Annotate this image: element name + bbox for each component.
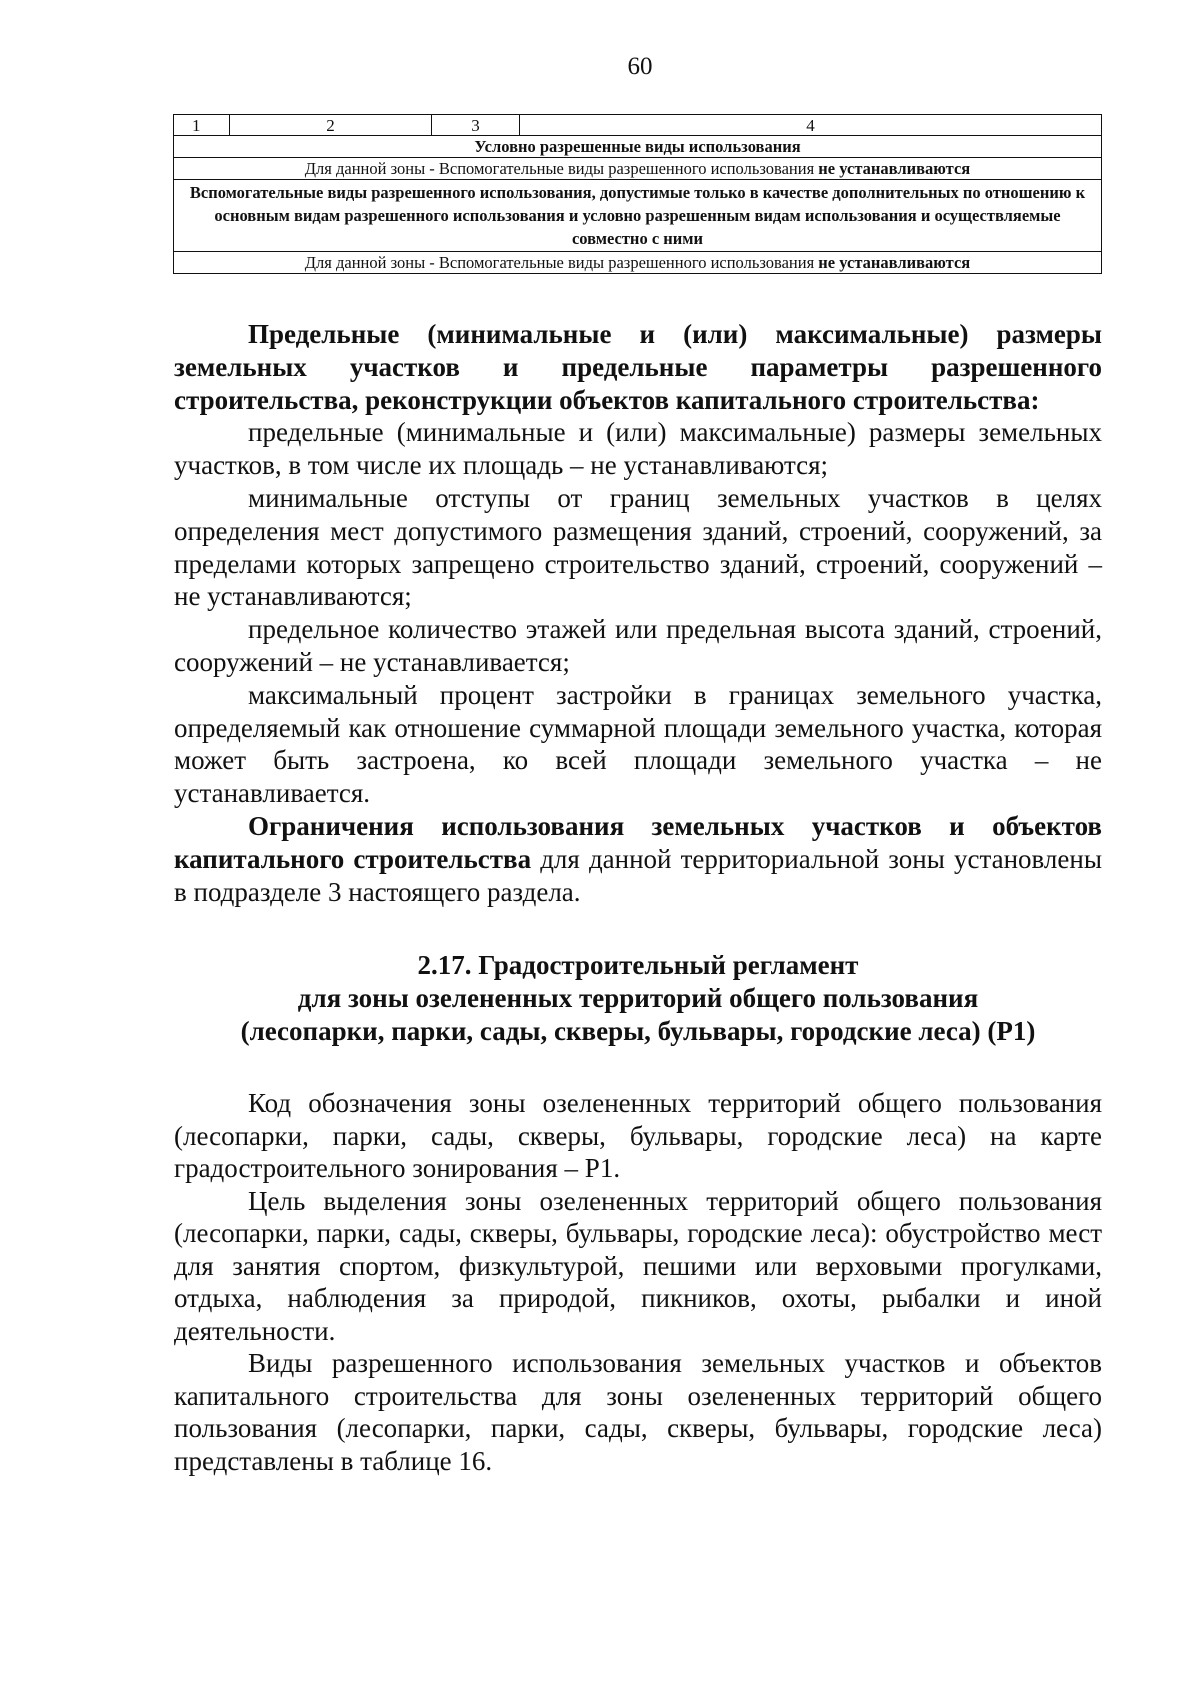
limits-item: предельное количество этажей или предельная высота зданий, строений, сооружений – не устанавливается; (174, 614, 1102, 677)
usage-table (173, 114, 1102, 274)
note-text: Для данной зоны - Вспомогательные виды разрешенного использования (304, 159, 819, 178)
note-text: Для данной зоны - Вспомогательные виды разрешенного использования (304, 253, 819, 272)
conditional-uses-title: Условно разрешенные виды использования (174, 136, 1102, 158)
note-emphasis: не устанавливаются (818, 253, 971, 272)
auxiliary-uses-title: Вспомогательные виды разрешенного использования, допустимые только в качестве дополнительных по отношению к основным видам разрешенного использования и условно разрешенным видам использования и осуществляемые совместно с ними (174, 180, 1102, 252)
table-row (174, 180, 1102, 252)
limits-item: предельные (минимальные и (или) максимальные) размеры земельных участков, в том числе их площадь – не устанавливаются; (174, 417, 1102, 481)
table-header-cell: 2 (230, 115, 432, 136)
section-title-line: (лесопарки, парки, сады, скверы, бульвары, городские леса) (Р1) (240, 1016, 1036, 1046)
page-number: 60 (627, 53, 653, 80)
table-header-row (174, 115, 1102, 136)
section-paragraph: Виды разрешенного использования земельных участков и объектов капитального строительства для зоны озелененных территорий общего пользования (лесопарки, парки, сады, скверы, бульвары, городские леса) представлены в таблице 16. (174, 1348, 1102, 1476)
limits-item: минимальные отступы от границ земельных участков в целях определения мест допустимого размещения зданий, строений, сооружений, за пределами которых запрещено строительство зданий, строений, сооружений – не устанавливаются; (174, 482, 1102, 612)
restrictions-bold: Ограничения использования земельных участков и объектов капитального строительства (174, 810, 1102, 874)
limits-heading: Предельные (минимальные и (или) максимальные) размеры земельных участков и предельные параметры разрешенного строительства, реконструкции объектов капитального строительства: (174, 319, 1102, 415)
section-title-line: для зоны озелененных территорий общего пользования (297, 983, 979, 1013)
table-row (174, 158, 1102, 180)
table-row (174, 136, 1102, 158)
table-header-cell: 4 (520, 115, 1102, 136)
restrictions-paragraph (174, 810, 1102, 908)
section-paragraph: Цель выделения зоны озелененных территорий общего пользования (лесопарки, парки, сады, скверы, бульвары, городские леса): обустройство мест для занятия спортом, физкультурой, пешими или верховыми прогулками, отдыха, наблюдения за природой, пикников, охоты, рыбалки и иной деятельности. (174, 1185, 1102, 1346)
section-paragraph: Код обозначения зоны озелененных территорий общего пользования (лесопарки, парки, сады, скверы, бульвары, городские леса) на карте градостроительного зонирования – Р1. (174, 1088, 1102, 1183)
limits-section (174, 318, 1102, 908)
section-title-line: 2.17. Градостроительный регламент (417, 950, 859, 980)
limits-item: максимальный процент застройки в границах земельного участка, определяемый как отношение суммарной площади земельного участка, которая может быть застроена, ко всей площади земельного участка – не устанавливается. (174, 679, 1102, 809)
table-row (174, 252, 1102, 274)
section-title (174, 949, 1102, 1048)
note-emphasis: не устанавливаются (818, 159, 971, 178)
table-header-cell: 1 (174, 115, 230, 136)
restrictions-rest: для данной территориальной зоны установлены в подразделе 3 настоящего раздела. (174, 843, 1102, 907)
conditional-uses-note (174, 158, 1102, 180)
section-body (174, 1087, 1102, 1477)
table-header-cell: 3 (432, 115, 520, 136)
auxiliary-uses-note (174, 252, 1102, 274)
